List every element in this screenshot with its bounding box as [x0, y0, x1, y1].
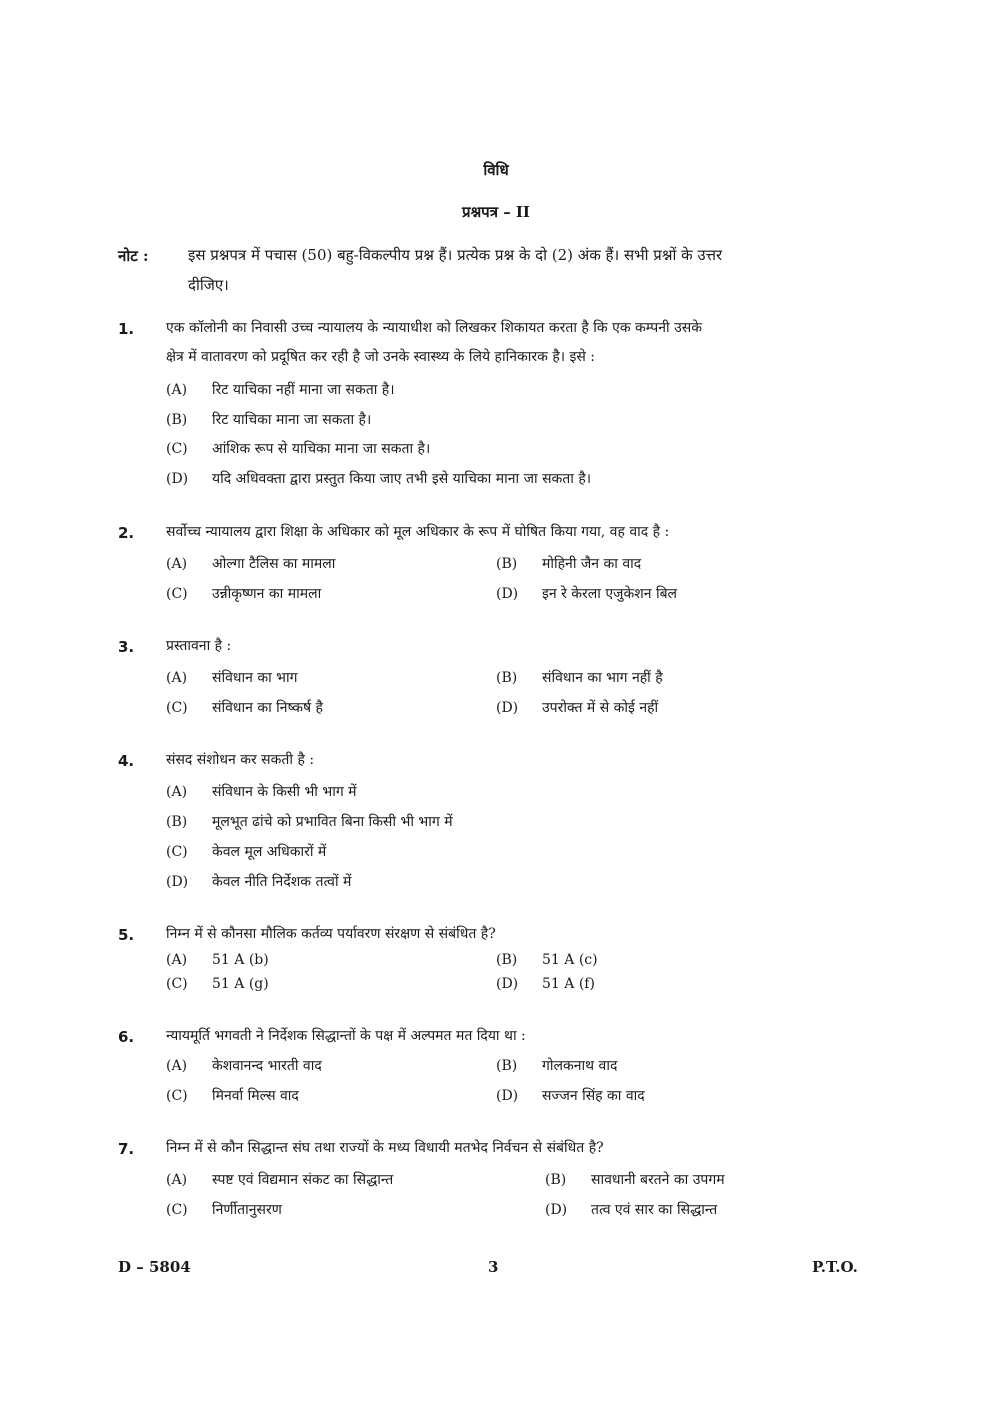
note-line-2: दीजिए। [188, 276, 229, 294]
subject-title: विधि [483, 161, 509, 179]
question-4-option-a: (A) संविधान के किसी भी भाग में [166, 784, 357, 800]
question-7-option-a: (A) स्पष्ट एवं विद्यमान संकट का सिद्धान्त [166, 1172, 394, 1188]
question-6-option-c: (C) मिनर्वा मिल्स वाद [166, 1088, 299, 1104]
question-3-option-a: (A) संविधान का भाग [166, 670, 298, 686]
question-1-line-1: एक कॉलोनी का निवासी उच्च न्यायालय के न्यायाधीश को लिखकर शिकायत करता है कि एक कम्पनी उसके [166, 320, 702, 336]
question-4-option-c: (C) केवल मूल अधिकारों में [166, 844, 327, 860]
question-1-option-c: (C) आंशिक रूप से याचिका माना जा सकता है। [166, 441, 431, 457]
note-text [188, 240, 878, 300]
question-5-option-c: (C) 51 A (g) [166, 976, 269, 992]
question-1-number: 1. [118, 320, 135, 338]
question-2-option-a: (A) ओल्गा टैलिस का मामला [166, 556, 336, 572]
question-7-line-1: निम्न में से कौन सिद्धान्त संघ तथा राज्यों के मध्य विधायी मतभेद निर्वचन से संबंधित है? [166, 1140, 604, 1156]
paper-title: प्रश्नपत्र – II [462, 203, 530, 221]
question-6-option-d: (D) सज्जन सिंह का वाद [496, 1088, 645, 1104]
question-5-line-1: निम्न में से कौनसा मौलिक कर्तव्य पर्यावरण संरक्षण से संबंधित है? [166, 926, 496, 942]
question-1-option-d: (D) यदि अधिवक्ता द्वारा प्रस्तुत किया जाए तभी इसे याचिका माना जा सकता है। [166, 471, 592, 487]
question-6-option-b: (B) गोलकनाथ वाद [496, 1058, 618, 1074]
question-3-option-d: (D) उपरोक्त में से कोई नहीं [496, 700, 659, 716]
question-5-option-d: (D) 51 A (f) [496, 976, 595, 992]
question-4-line-1: संसद संशोधन कर सकती है : [166, 752, 315, 768]
pto-label: P.T.O. [812, 1258, 858, 1276]
question-1-option-b: (B) रिट याचिका माना जा सकता है। [166, 412, 372, 428]
question-1-line-2: क्षेत्र में वातावरण को प्रदूषित कर रही है जो उनके स्वास्थ्य के लिये हानिकारक है। इसे : [166, 349, 596, 365]
question-5-option-b: (B) 51 A (c) [496, 952, 598, 968]
question-2-option-c: (C) उन्नीकृष्णन का मामला [166, 586, 322, 602]
question-6-line-1: न्यायमूर्ति भगवती ने निर्देशक सिद्धान्तों के पक्ष में अल्पमत मत दिया था : [166, 1028, 526, 1044]
question-1-option-a: (A) रिट याचिका नहीं माना जा सकता है। [166, 382, 395, 398]
question-2-option-d: (D) इन रे केरला एजुकेशन बिल [496, 586, 678, 602]
question-2-option-b: (B) मोहिनी जैन का वाद [496, 556, 642, 572]
question-3-option-c: (C) संविधान का निष्कर्ष है [166, 700, 323, 716]
question-3-line-1: प्रस्तावना है : [166, 638, 232, 654]
question-7-option-d: (D) तत्व एवं सार का सिद्धान्त [545, 1202, 718, 1218]
question-6-option-a: (A) केशवानन्द भारती वाद [166, 1058, 322, 1074]
question-4-option-b: (B) मूलभूत ढांचे को प्रभावित बिना किसी भी भाग में [166, 814, 453, 830]
note-label: नोट : [118, 247, 149, 265]
question-2-number: 2. [118, 524, 135, 542]
question-3-option-b: (B) संविधान का भाग नहीं है [496, 670, 663, 686]
question-2-line-1: सर्वोच्च न्यायालय द्वारा शिक्षा के अधिकार को मूल अधिकार के रूप में घोषित किया गया, वह वाद है : [166, 524, 670, 540]
question-7-option-b: (B) सावधानी बरतने का उपगम [545, 1172, 725, 1188]
question-5-option-a: (A) 51 A (b) [166, 952, 269, 968]
question-4-option-d: (D) केवल नीति निर्देशक तत्वों में [166, 874, 352, 890]
question-4-number: 4. [118, 752, 135, 770]
question-7-option-c: (C) निर्णीतानुसरण [166, 1202, 282, 1218]
page-number: 3 [488, 1258, 499, 1276]
question-7-number: 7. [118, 1140, 135, 1158]
question-5-number: 5. [118, 926, 135, 944]
paper-code: D – 5804 [118, 1258, 191, 1276]
question-3-number: 3. [118, 638, 135, 656]
question-6-number: 6. [118, 1028, 135, 1046]
note-line-1: इस प्रश्नपत्र में पचास (50) बहु-विकल्पीय प्रश्न हैं। प्रत्येक प्रश्न के दो (2) अंक हैं। सभी प्रश्नों के उत्तर [188, 246, 723, 264]
